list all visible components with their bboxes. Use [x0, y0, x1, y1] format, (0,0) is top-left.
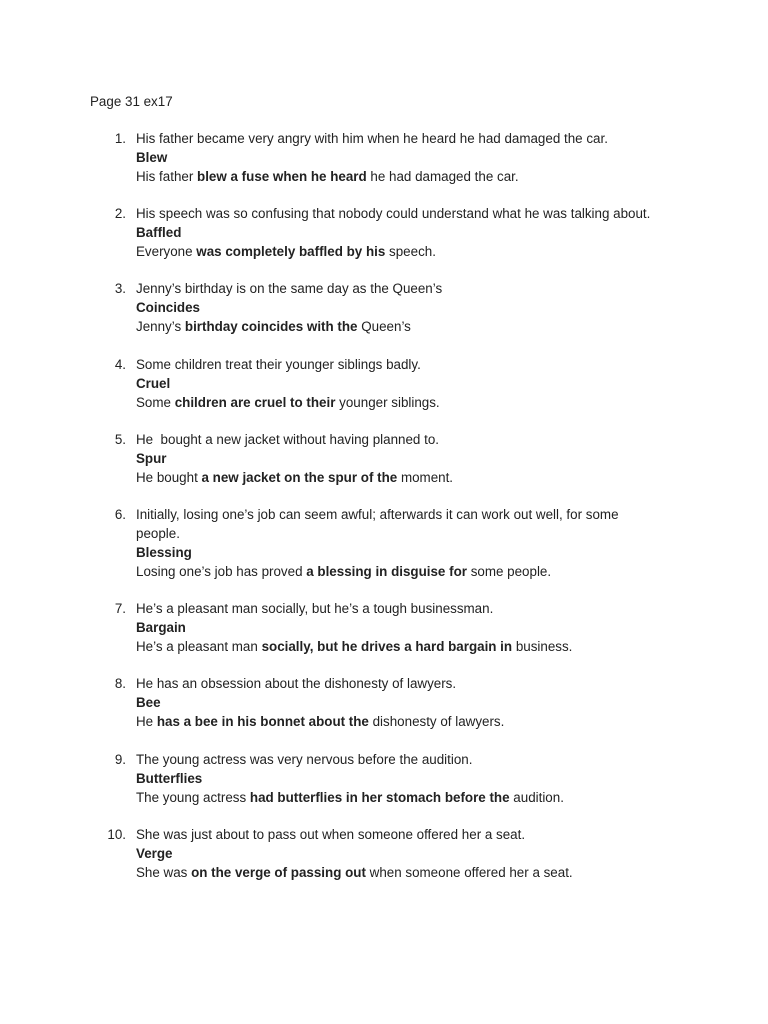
- answer-text-before: Some: [136, 394, 175, 410]
- original-sentence: Initially, losing one’s job can seem awful; afterwards it can work out well, for some people.: [136, 506, 619, 541]
- list-item: [0, 204, 768, 279]
- list-item: [0, 674, 768, 749]
- original-sentence: Some children treat their younger siblings badly.: [136, 356, 421, 372]
- keyword: Blew: [136, 150, 168, 165]
- answer-sentence: [136, 242, 656, 261]
- answer-sentence: [136, 863, 656, 882]
- answer-sentence: [136, 637, 656, 656]
- keyword: Cruel: [136, 375, 171, 391]
- answer-text-before: Losing one’s job has proved: [136, 563, 307, 579]
- keyword: Butterflies: [136, 770, 203, 786]
- answer-sentence: [136, 788, 656, 807]
- original-sentence: He bought a new jacket without having planned to.: [136, 431, 439, 447]
- item-number: 10.: [107, 826, 126, 842]
- answer-text-bold: has a bee in his bonnet about the: [156, 714, 369, 730]
- item-number: 9.: [114, 751, 126, 767]
- answer-text-before: He: [136, 714, 157, 730]
- answer-text-bold: children are cruel to their: [174, 394, 336, 410]
- keyword: Baffled: [136, 225, 182, 241]
- answer-text-after: he had damaged the car.: [366, 169, 519, 184]
- keyword: Spur: [136, 450, 167, 466]
- item-number: 8.: [114, 676, 126, 692]
- answer-text-bold: was completely baffled by his: [196, 244, 386, 260]
- original-sentence: He’s a pleasant man socially, but he’s a tough businessman.: [136, 601, 494, 617]
- answer-text-bold: on the verge of passing out: [191, 864, 366, 880]
- item-number: 1.: [114, 131, 126, 146]
- answer-text-after: audition.: [509, 789, 564, 805]
- answer-sentence: [136, 167, 656, 186]
- page-heading: Page 31 ex17: [90, 94, 173, 109]
- answer-sentence: [136, 393, 656, 412]
- list-item: [0, 505, 768, 599]
- keyword: Blessing: [136, 544, 192, 560]
- answer-text-after: business.: [512, 639, 573, 655]
- answer-text-bold: blew a fuse when he heard: [197, 169, 367, 184]
- item-number: 6.: [114, 506, 126, 522]
- list-item: [0, 355, 768, 430]
- answer-text-after: Queen’s: [357, 319, 411, 335]
- list-item: [0, 825, 768, 900]
- answer-text-before: He’s a pleasant man: [136, 639, 262, 655]
- answer-text-before: The young actress: [136, 789, 250, 805]
- item-number: 5.: [114, 431, 126, 447]
- keyword: Bargain: [136, 620, 186, 636]
- answer-text-bold: had butterflies in her stomach before the: [249, 789, 510, 805]
- answer-text-after: when someone offered her a seat.: [365, 864, 573, 880]
- answer-text-bold: birthday coincides with the: [184, 319, 358, 335]
- answer-text-after: dishonesty of lawyers.: [368, 714, 505, 730]
- list-item: [0, 279, 768, 354]
- answer-sentence: [136, 317, 656, 336]
- keyword: Verge: [136, 845, 173, 861]
- original-sentence: The young actress was very nervous before the audition.: [136, 751, 473, 767]
- answer-text-before: He bought: [136, 469, 202, 485]
- answer-text-after: some people.: [466, 563, 552, 579]
- answer-text-bold: a new jacket on the spur of the: [201, 469, 398, 485]
- original-sentence: Jenny’s birthday is on the same day as the Queen’s: [136, 281, 443, 297]
- answer-sentence: [136, 712, 656, 731]
- answer-text-after: moment.: [397, 469, 454, 485]
- item-number: 7.: [114, 601, 126, 617]
- answer-text-before: She was: [136, 864, 192, 880]
- list-item: [0, 129, 768, 204]
- keyword: Coincides: [136, 300, 200, 316]
- answer-text-bold: a blessing in disguise for: [306, 563, 467, 579]
- answer-text-after: younger siblings.: [335, 394, 440, 410]
- original-sentence: He has an obsession about the dishonesty of lawyers.: [136, 676, 457, 692]
- answer-text-bold: socially, but he drives a hard bargain in: [261, 639, 513, 655]
- keyword: Bee: [136, 695, 161, 711]
- exercise-list: [0, 129, 768, 900]
- item-number: 3.: [114, 281, 126, 297]
- list-item: [0, 750, 768, 825]
- original-sentence: His speech was so confusing that nobody could understand what he was talking about.: [136, 206, 651, 222]
- item-number: 4.: [114, 356, 126, 372]
- list-item: [0, 599, 768, 674]
- answer-text-before: His father: [136, 169, 198, 184]
- list-item: [0, 430, 768, 505]
- answer-sentence: [136, 562, 656, 581]
- original-sentence: She was just about to pass out when someone offered her a seat.: [136, 826, 526, 842]
- answer-text-after: speech.: [385, 244, 436, 260]
- answer-sentence: [136, 468, 656, 487]
- answer-text-before: Jenny’s: [136, 319, 185, 335]
- original-sentence: His father became very angry with him when he heard he had damaged the car.: [136, 131, 608, 146]
- answer-text-before: Everyone: [136, 244, 197, 260]
- item-number: 2.: [114, 206, 126, 222]
